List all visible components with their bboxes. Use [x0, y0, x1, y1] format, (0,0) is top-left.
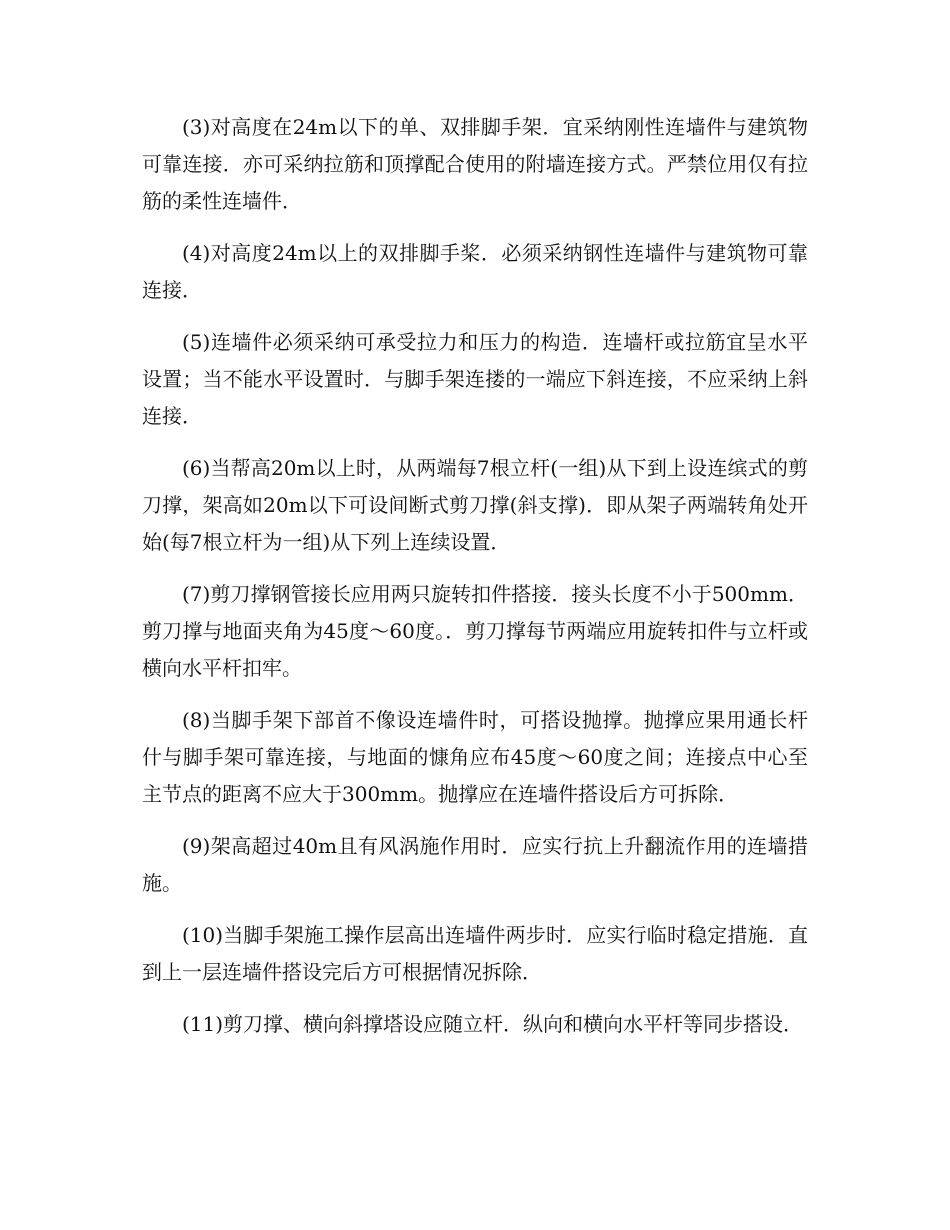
paragraph-11: (11)剪刀撑、横向斜撑塔设应随立杆．纵向和横向水平杆等同步搭设．	[182, 1012, 804, 1036]
paragraph-9: (9)架高超过40m且有风涡施作用时．应实行抗上升翻流作用的连墙措施。	[142, 834, 808, 895]
paragraph-6: (6)当帮高20m以上时，从两端每7根立杆(一组)从下到上设连缤式的剪刀撑，架高如20m以下可设间断式剪刀撑(斜支撑)．即从架子两端转角处开始(每7根立杆为一组)从下列上连续设置．	[142, 456, 808, 554]
document-body	[142, 109, 808, 1058]
paragraph-3: (3)对高度在24m以下的单、双排脚手架．宜采纳刚性连墙件与建筑物可靠连接．亦可采纳拉筋和顶撑配合使用的附墙连接方式。严禁位用仅有拉筋的柔性连墙件．	[142, 115, 808, 213]
paragraph-5: (5)连墙件必须采纳可承受拉力和压力的构造．连墙杆或拉筋宜呈水平设置；当不能水平设置时．与脚手架连搂的一端应下斜连接，不应采纳上斜连接．	[142, 330, 808, 428]
paragraph-4: (4)对高度24m以上的双排脚手桨．必须采纳钢性连墙件与建筑物可靠连接．	[142, 241, 808, 302]
paragraph-8: (8)当脚手架下部首不像设连墙件时，可搭设抛撑。抛撑应果用通长杆什与脚手架可靠连接，与地面的慷角应布45度～60度之间；连接点中心至主节点的距离不应大于300mm。抛撑应在连墙件搭设后方可拆除．	[142, 708, 808, 806]
paragraph-7: (7)剪刀撑钢管接长应用两只旋转扣件搭接．接头长度不小于500mm．剪刀撑与地面夹角为45度～60度。．剪刀撑每节两端应用旋转扣件与立杆或横向水平杆扣牢。	[142, 582, 808, 680]
paragraph-10: (10)当脚手架施工操作层高出连墙件两步时．应实行临时稳定措施．直到上一层连墙件搭设完后方可根据情况拆除．	[142, 923, 808, 984]
